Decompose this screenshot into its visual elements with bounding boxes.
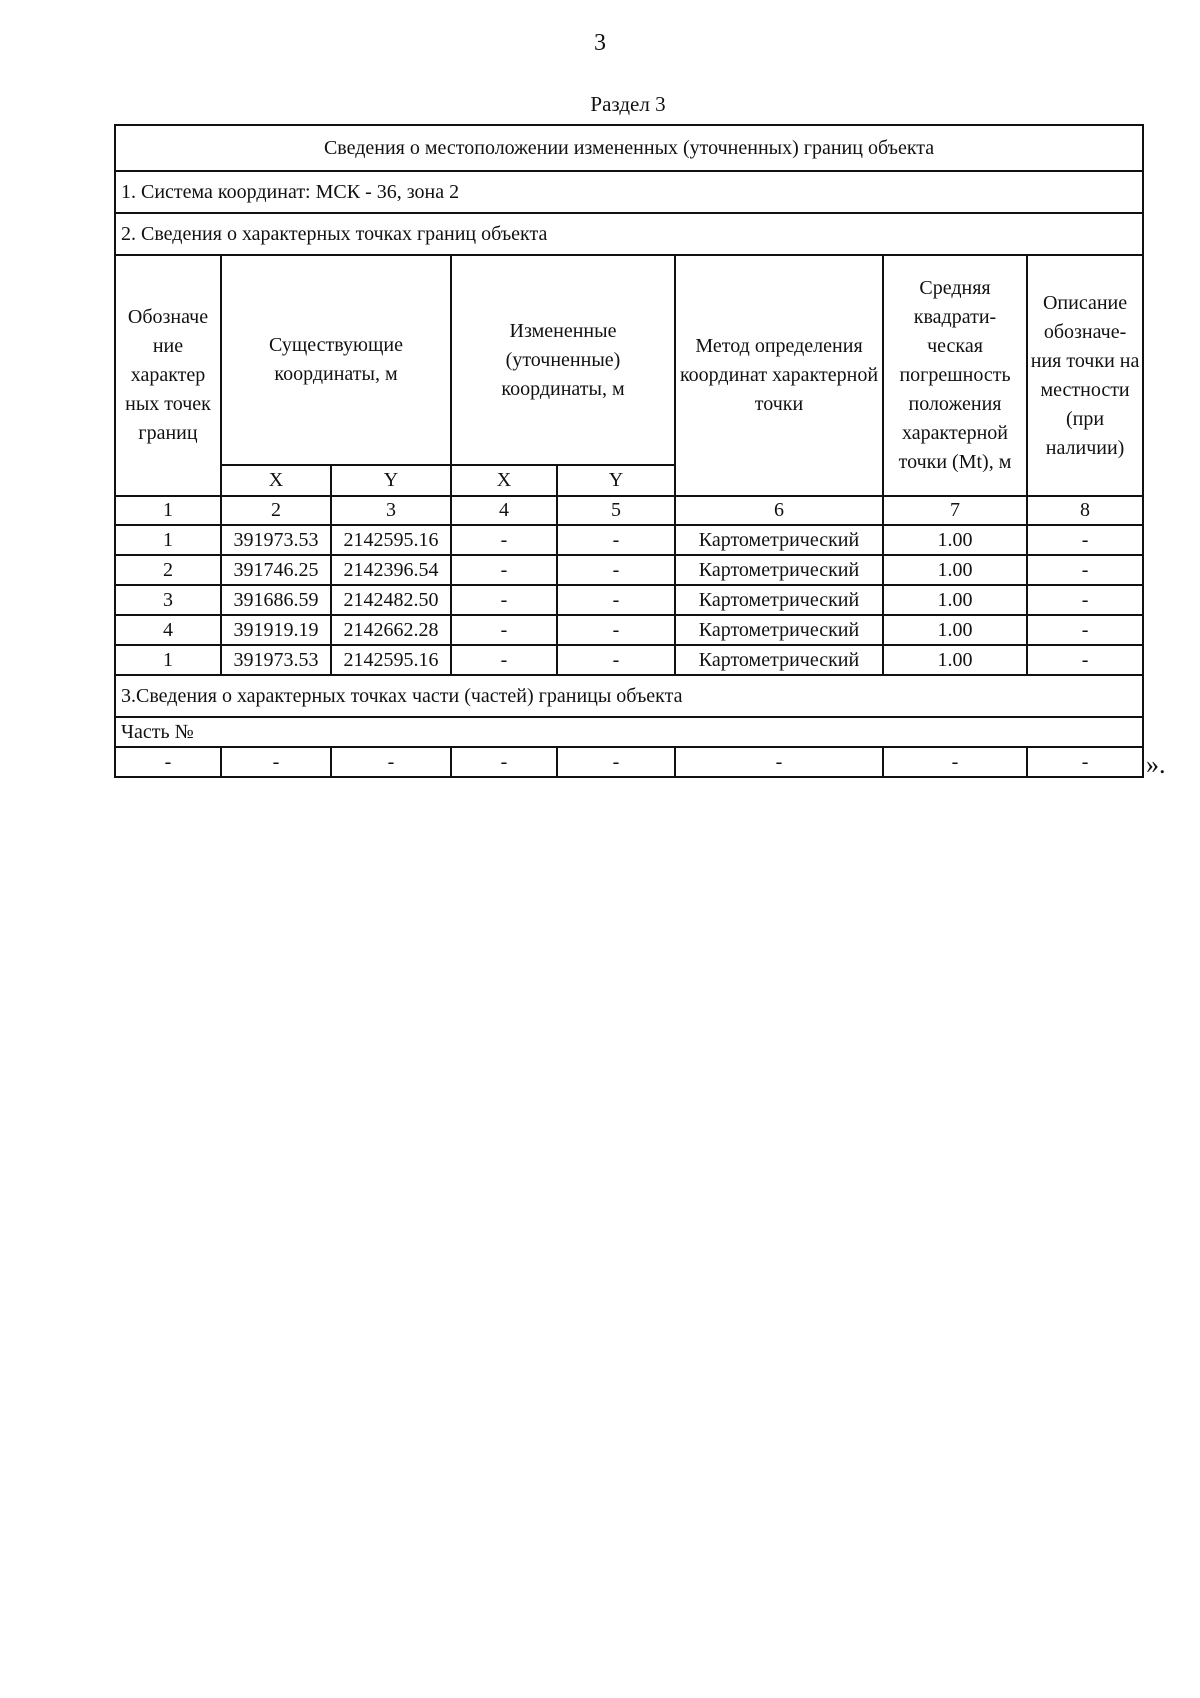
changed-y: -: [557, 645, 675, 675]
header-changed-coords: Измененные (уточненные) координаты, м: [451, 255, 675, 465]
changed-y: -: [557, 585, 675, 615]
method: Картометрический: [675, 555, 883, 585]
rmse: 1.00: [883, 585, 1027, 615]
part-cell: -: [557, 747, 675, 777]
header-method: Метод определения координат характерной точки: [675, 255, 883, 496]
changed-x: -: [451, 525, 557, 555]
table-row: [115, 615, 1143, 645]
existing-x: 391973.53: [221, 525, 331, 555]
table-row: [115, 645, 1143, 675]
part-cell: -: [221, 747, 331, 777]
method: Картометрический: [675, 585, 883, 615]
description: -: [1027, 525, 1143, 555]
description: -: [1027, 555, 1143, 585]
point-id: 4: [115, 615, 221, 645]
rmse: 1.00: [883, 555, 1027, 585]
existing-y: 2142595.16: [331, 645, 451, 675]
table-row: [115, 585, 1143, 615]
point-id: 1: [115, 645, 221, 675]
description: -: [1027, 645, 1143, 675]
changed-x: -: [451, 615, 557, 645]
column-number: 5: [557, 496, 675, 525]
header-changed-y: Y: [557, 465, 675, 496]
changed-y: -: [557, 525, 675, 555]
part-cell: -: [451, 747, 557, 777]
column-number: 2: [221, 496, 331, 525]
header-description: Описание обозначе- ния точки на местности (при наличии): [1027, 255, 1143, 496]
table-row: [115, 525, 1143, 555]
changed-y: -: [557, 555, 675, 585]
part-cell: -: [883, 747, 1027, 777]
existing-y: 2142482.50: [331, 585, 451, 615]
column-number: 7: [883, 496, 1027, 525]
header-designation: Обозначе ние характер ных точек границ: [115, 255, 221, 496]
method: Картометрический: [675, 615, 883, 645]
existing-y: 2142662.28: [331, 615, 451, 645]
method: Картометрический: [675, 525, 883, 555]
point-id: 1: [115, 525, 221, 555]
part-number-row: Часть №: [115, 717, 1143, 747]
part-row: [115, 747, 1143, 777]
column-number: 1: [115, 496, 221, 525]
description: -: [1027, 615, 1143, 645]
part-cell: -: [331, 747, 451, 777]
column-number: 3: [331, 496, 451, 525]
existing-x: 391973.53: [221, 645, 331, 675]
rmse: 1.00: [883, 525, 1027, 555]
column-number: 6: [675, 496, 883, 525]
existing-y: 2142396.54: [331, 555, 451, 585]
points-section-row: 2. Сведения о характерных точках границ объекта: [115, 213, 1143, 255]
description: -: [1027, 585, 1143, 615]
method: Картометрический: [675, 645, 883, 675]
column-number: 4: [451, 496, 557, 525]
header-rmse: Средняя квадрати- ческая погрешность положения характерной точки (Mt), м: [883, 255, 1027, 496]
existing-x: 391686.59: [221, 585, 331, 615]
existing-x: 391919.19: [221, 615, 331, 645]
part-cell: -: [675, 747, 883, 777]
column-number: 8: [1027, 496, 1143, 525]
parts-section-row: 3.Сведения о характерных точках части (частей) границы объекта: [115, 675, 1143, 717]
part-cell: -: [1027, 747, 1143, 777]
table-title: Сведения о местоположении измененных (уточненных) границ объекта: [115, 125, 1143, 171]
point-id: 3: [115, 585, 221, 615]
coord-system-row: 1. Система координат: МСК - 36, зона 2: [115, 171, 1143, 213]
page-number: 3: [594, 30, 606, 56]
table-row: [115, 555, 1143, 585]
header-existing-x: X: [221, 465, 331, 496]
changed-x: -: [451, 645, 557, 675]
column-numbers-row: [115, 496, 1143, 525]
changed-x: -: [451, 585, 557, 615]
changed-y: -: [557, 615, 675, 645]
part-cell: -: [115, 747, 221, 777]
existing-y: 2142595.16: [331, 525, 451, 555]
boundary-table: [114, 124, 1144, 778]
header-existing-y: Y: [331, 465, 451, 496]
section-label: Раздел 3: [590, 92, 666, 116]
closing-quote-mark: ».: [1146, 750, 1166, 779]
rmse: 1.00: [883, 615, 1027, 645]
point-id: 2: [115, 555, 221, 585]
rmse: 1.00: [883, 645, 1027, 675]
header-existing-coords: Существующие координаты, м: [221, 255, 451, 465]
existing-x: 391746.25: [221, 555, 331, 585]
header-changed-x: X: [451, 465, 557, 496]
changed-x: -: [451, 555, 557, 585]
